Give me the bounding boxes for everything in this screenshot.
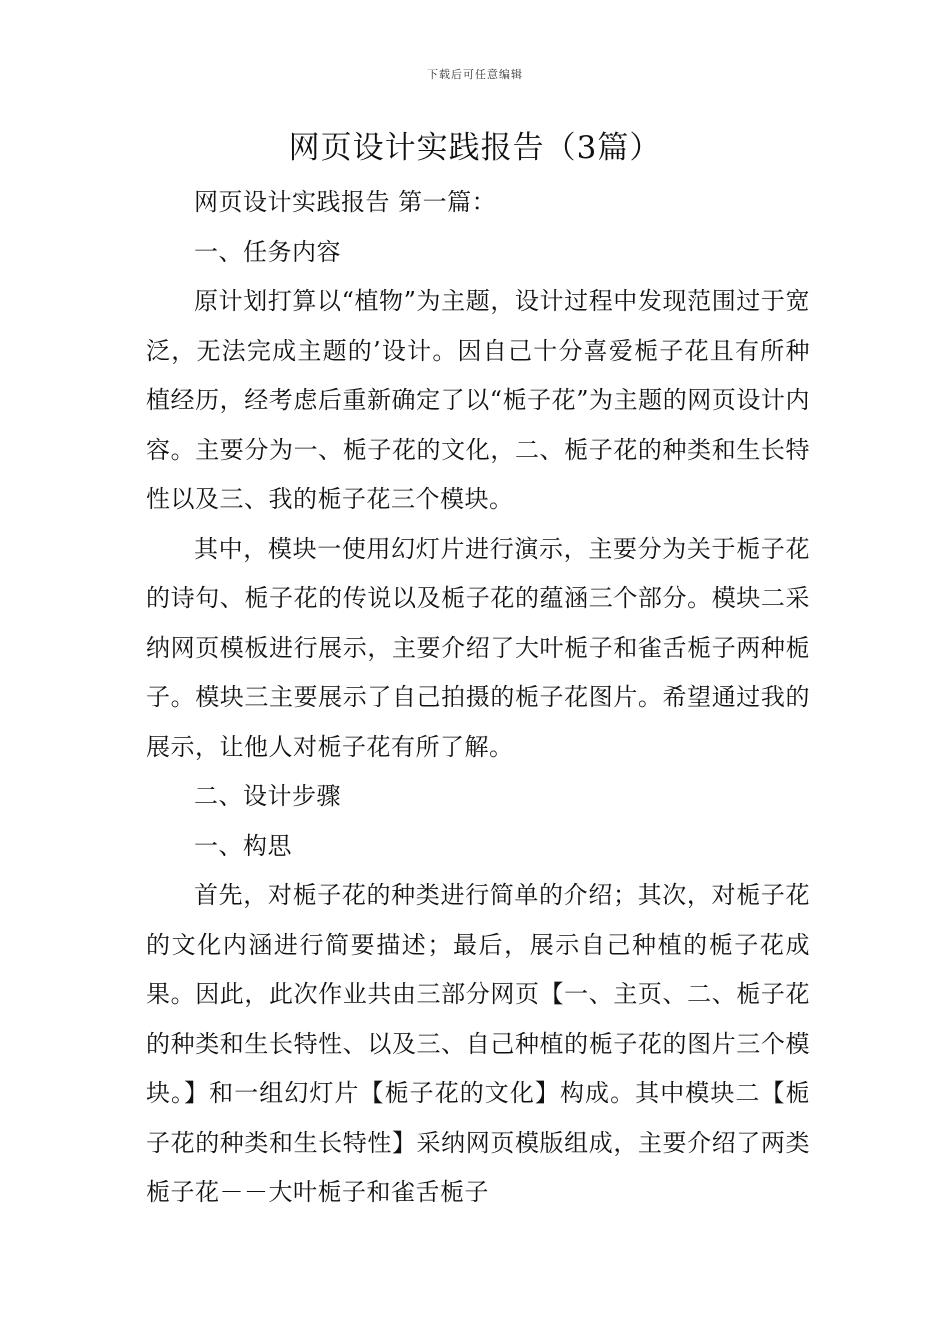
paragraph-modules: 其中，模块一使用幻灯片进行演示，主要分为关于栀子花的诗句、栀子花的传说以及栀子花的蕴涵三个部分。模块二采纳网页模板进行展示，主要介绍了大叶栀子和雀舌栀子两种栀子。模块三主要展示了自己拍摄的栀子花图片。希望通过我的展示，让他人对栀子花有所了解。 (146, 534, 810, 761)
document-body (146, 178, 810, 1218)
header-note: 下载后可任意编辑 (427, 68, 523, 81)
paragraph-concept-detail: 首先，对栀子花的种类进行简单的介绍；其次，对栀子花的文化内涵进行简要描述；最后，展示自己种植的栀子花成果。因此，此次作业共由三部分网页【一、主页、二、栀子花的种类和生长特性、以及三、自己种植的栀子花的图片三个模块。】和一组幻灯片【栀子花的文化】构成。其中模块二【栀子花的种类和生长特性】采纳网页模版组成，主要介绍了两类栀子花－－大叶栀子和雀舌栀子 (146, 881, 810, 1206)
section-heading-design-steps: 二、设计步骤 (194, 782, 341, 810)
section-heading-concept: 一、构思 (194, 831, 292, 860)
section-heading-task-content: 一、任务内容 (194, 237, 341, 266)
paragraph-original-plan: 原计划打算以“植物”为主题，设计过程中发现范围过于宽泛，无法完成主题的’设计。因自己十分喜爱栀子花且有所种植经历，经考虑后重新确定了以“栀子花”为主题的网页设计内容。主要分为一、栀子花的文化，二、栀子花的种类和生长特性以及三、我的栀子花三个模块。 (146, 287, 810, 513)
document-title: 网页设计实践报告（3篇） (288, 130, 662, 166)
section-heading-part-one: 网页设计实践报告 第一篇： (194, 188, 497, 216)
